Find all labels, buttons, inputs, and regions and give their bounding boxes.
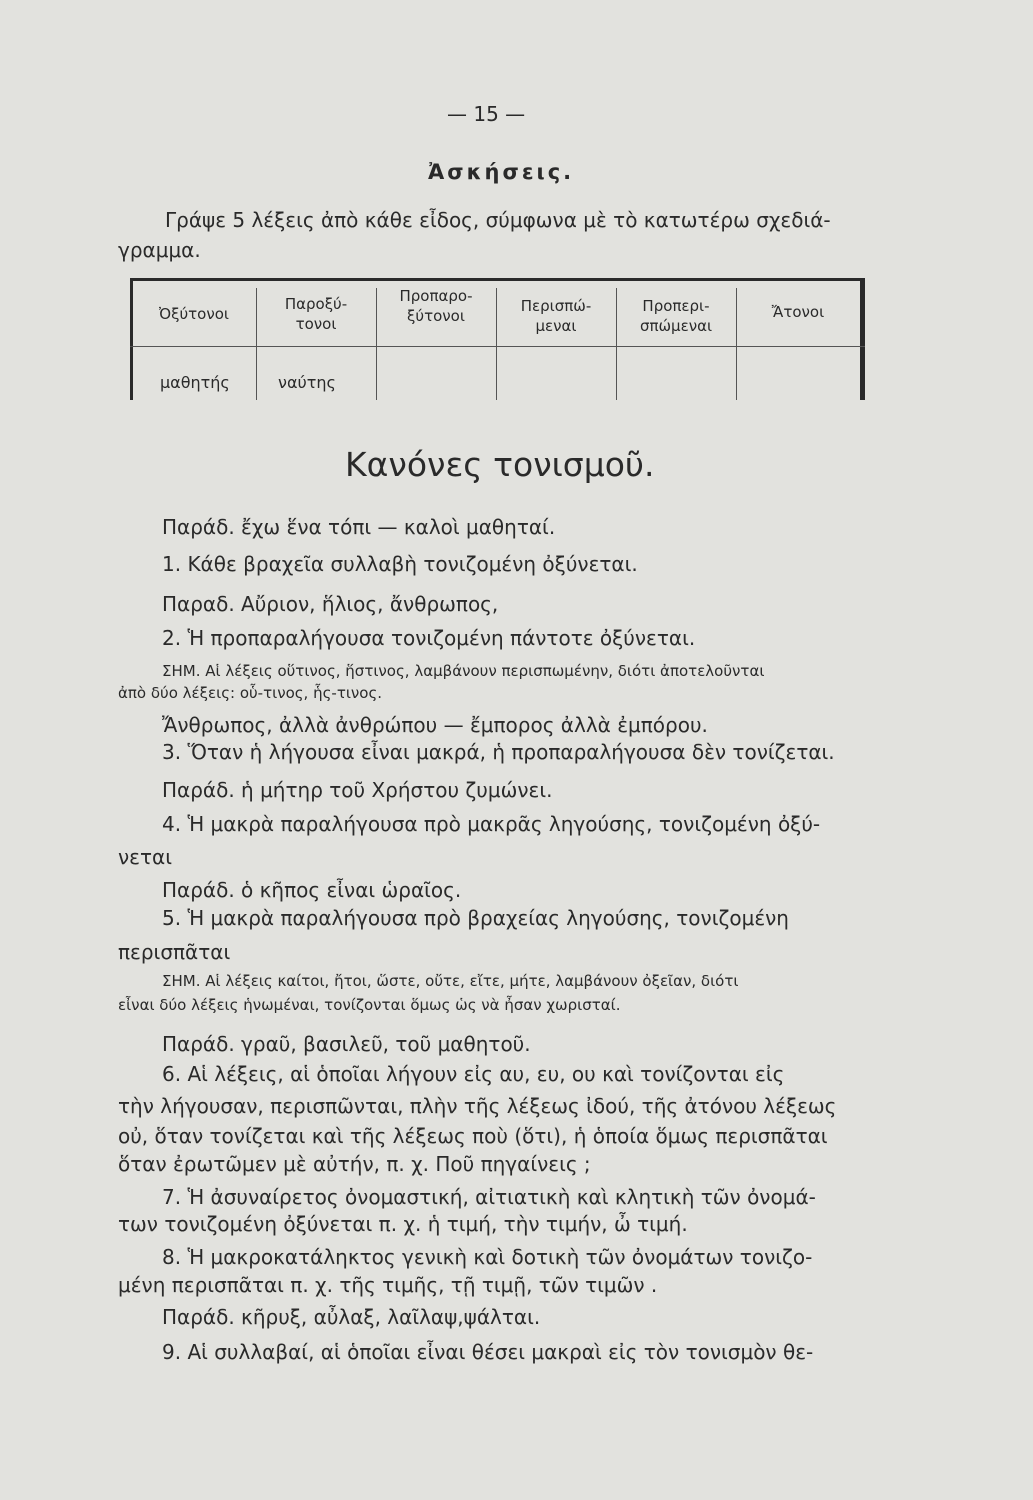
text-line: 4. Ἡ μακρὰ παραλήγουσα πρὸ μακρᾶς ληγούσης, τονιζομένη ὀξύ- — [162, 812, 821, 836]
table-header-perispomenai: Περισπώ- μεναι — [520, 297, 592, 335]
text-line: των τονιζομένη ὀξύνεται π. χ. ἡ τιμή, τὴν τιμήν, ὦ τιμή. — [118, 1212, 688, 1236]
table-cell-paroxytona: ναύτης — [278, 373, 336, 392]
text-line: οὐ, ὅταν τονίζεται καὶ τῆς λέξεως ποὺ (ὅτι), ἡ ὁποία ὅμως περισπᾶται — [118, 1124, 828, 1148]
text-line: Ἄνθρωπος, ἀλλὰ ἀνθρώπου — ἔμπορος ἀλλὰ ἐμπόρου. — [162, 713, 708, 737]
table-cell-oxytona: μαθητής — [160, 373, 230, 392]
table-header-oxytona: Ὀξύτονοι — [159, 305, 229, 323]
note-line: ΣΗΜ. Αἱ λέξεις καίτοι, ἤτοι, ὥστε, οὔτε, εἴτε, μήτε, λαμβάνουν ὀξεῖαν, διότι — [162, 972, 739, 990]
text-line: Παράδ. ἡ μήτηρ τοῦ Χρήστου ζυμώνει. — [162, 778, 553, 802]
text-line: 9. Αἱ συλλαβαί, αἱ ὁποῖαι εἶναι θέσει μακραὶ εἰς τὸν τονισμὸν θε- — [162, 1340, 814, 1364]
text-line: 3. Ὅταν ἡ λήγουσα εἶναι μακρά, ἡ προπαραλήγουσα δὲν τονίζεται. — [162, 740, 835, 764]
text-line: 5. Ἡ μακρὰ παραλήγουσα πρὸ βραχείας ληγούσης, τονιζομένη — [162, 906, 789, 930]
table-left-rule — [130, 278, 133, 400]
text-line: Παράδ. κῆρυξ, αὖλαξ, λαῖλαψ,ψάλται. — [162, 1305, 541, 1329]
table-header-atonoi: Ἄτονοι — [771, 303, 825, 321]
note-line: ΣΗΜ. Αἱ λέξεις οὕτινος, ἥστινος, λαμβάνουν περισπωμένην, διότι ἀποτελοῦνται — [162, 662, 765, 680]
text-line: 6. Αἱ λέξεις, αἱ ὁποῖαι λήγουν εἰς αυ, ευ, ου καὶ τονίζονται εἰς — [162, 1062, 785, 1086]
text-line: Παράδ. γραῦ, βασιλεῦ, τοῦ μαθητοῦ. — [162, 1032, 531, 1056]
text-line: μένη περισπᾶται π. χ. τῆς τιμῆς, τῇ τιμῇ, τῶν τιμῶν . — [118, 1273, 658, 1297]
text-line: τὴν λήγουσαν, περισπῶνται, πλὴν τῆς λέξεως ἰδού, τῆς ἀτόνου λέξεως — [118, 1094, 837, 1118]
intro-line-2: γραμμα. — [118, 238, 201, 262]
text-line: Παράδ. ἔχω ἕνα τόπι — καλοὶ μαθηταί. — [162, 515, 556, 539]
note-line: ἀπὸ δύο λέξεις: οὗ-τινος, ἧς-τινος. — [118, 684, 383, 702]
note-line: εἶναι δύο λέξεις ἡνωμέναι, τονίζονται ὅμως ὡς νὰ ἦσαν χωρισταί. — [118, 996, 621, 1014]
text-line: 7. Ἡ ἀσυναίρετος ὀνομαστική, αἰτιατικὴ καὶ κλητικὴ τῶν ὀνομά- — [162, 1185, 816, 1209]
text-line: Παράδ. ὁ κῆπος εἶναι ὡραῖος. — [162, 878, 462, 902]
table-header-paroxytona: Παροξύ- τονοι — [284, 295, 348, 333]
text-line: ὅταν ἐρωτῶμεν μὲ αὐτήν, π. χ. Ποῦ πηγαίνεις ; — [118, 1152, 591, 1176]
text-line: 8. Ἡ μακροκατάληκτος γενικὴ καὶ δοτικὴ τῶν ὀνομάτων τονιζο- — [162, 1245, 813, 1269]
text-line: 2. Ἡ προπαραλήγουσα τονιζομένη πάντοτε ὀξύνεται. — [162, 626, 696, 650]
table-header-proparoxytona: Προπαρο- ξύτονοι — [399, 287, 473, 325]
text-line: 1. Κάθε βραχεῖα συλλαβὴ τονιζομένη ὀξύνεται. — [162, 552, 638, 576]
table-top-rule — [130, 278, 865, 281]
text-line: νεται — [118, 845, 172, 869]
page-number: — 15 — — [447, 102, 526, 126]
table-header-rule — [130, 346, 865, 347]
table-header-properispomenai: Προπερι- σπώμεναι — [639, 297, 713, 335]
table-right-rule — [860, 278, 865, 400]
text-line: Παραδ. Αὔριον, ἥλιος, ἄνθρωπος, — [162, 592, 499, 616]
text-line: περισπᾶται — [118, 940, 231, 964]
exercises-heading: Ἀσκήσεις. — [428, 160, 575, 184]
intro-line-1: Γράψε 5 λέξεις ἀπὸ κάθε εἶδος, σύμφωνα μὲ τὸ κατωτέρω σχεδιά- — [165, 208, 831, 232]
accent-table — [130, 278, 865, 400]
rules-title: Κανόνες τονισμοῦ. — [345, 445, 655, 484]
